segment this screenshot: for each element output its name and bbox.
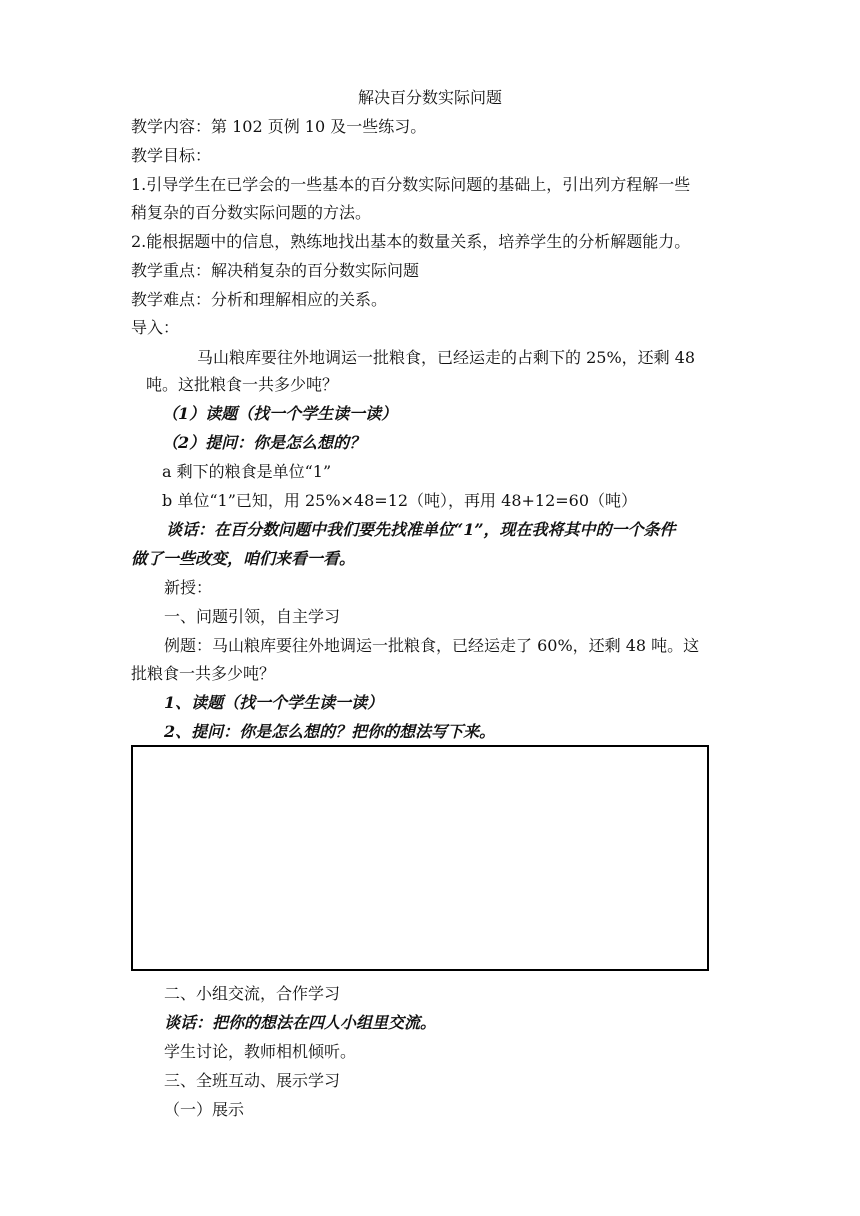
step-1: 1、读题（找一个学生读一读） xyxy=(164,693,384,712)
discussion: 学生讨论，教师相机倾听。 xyxy=(164,1042,357,1061)
intro-step-1: （1）读题（找一个学生读一读） xyxy=(162,404,398,423)
difficulty: 教学难点：分析和理解相应的关系。 xyxy=(131,290,388,309)
intro-heading: 导入： xyxy=(131,318,180,337)
teaching-content: 教学内容：第 102 页例 10 及一些练习。 xyxy=(131,117,427,136)
talk-2: 谈话：把你的想法在四人小组里交流。 xyxy=(164,1013,437,1032)
goal-2: 2.能根据题中的信息，熟练地找出基本的数量关系，培养学生的分析解题能力。 xyxy=(131,232,691,251)
intro-problem-line-1: 马山粮库要往外地调运一批粮食，已经运走的占剩下的 25%，还剩 48 xyxy=(197,348,696,367)
show-heading: （一）展示 xyxy=(164,1100,245,1119)
goal-1-line-2: 稍复杂的百分数实际问题的方法。 xyxy=(131,203,372,222)
section-2-heading: 二、小组交流，合作学习 xyxy=(164,984,341,1003)
goal-1-line-1: 1.引导学生在已学会的一些基本的百分数实际问题的基础上，引出列方程解一些 xyxy=(131,175,691,194)
answer-box[interactable] xyxy=(131,745,709,971)
section-3-heading: 三、全班互动、展示学习 xyxy=(164,1071,341,1090)
goals-heading: 教学目标： xyxy=(131,146,212,165)
intro-step-2: （2）提问：你是怎么想的？ xyxy=(162,433,366,452)
key-point: 教学重点：解决稍复杂的百分数实际问题 xyxy=(131,261,420,280)
talk-1-line-2: 做了一些改变，咱们来看一看。 xyxy=(131,549,356,568)
intro-point-b: b 单位“1”已知，用 25%×48=12（吨），再用 48+12=60（吨） xyxy=(162,491,638,510)
talk-1-line-1: 谈话：在百分数问题中我们要先找准单位“1”，现在我将其中的一个条件 xyxy=(166,520,676,539)
page-title: 解决百分数实际问题 xyxy=(357,88,502,107)
intro-problem-line-2: 吨。这批粮食一共多少吨？ xyxy=(146,375,339,394)
intro-point-a: a 剩下的粮食是单位“1” xyxy=(162,462,332,481)
section-1-heading: 一、问题引领，自主学习 xyxy=(164,607,341,626)
new-lesson-heading: 新授： xyxy=(164,578,213,597)
example-line-2: 批粮食一共多少吨？ xyxy=(131,664,276,683)
example-line-1: 例题：马山粮库要往外地调运一批粮食，已经运走了 60%，还剩 48 吨。这 xyxy=(164,636,700,655)
step-2: 2、提问：你是怎么想的？把你的想法写下来。 xyxy=(164,722,496,741)
